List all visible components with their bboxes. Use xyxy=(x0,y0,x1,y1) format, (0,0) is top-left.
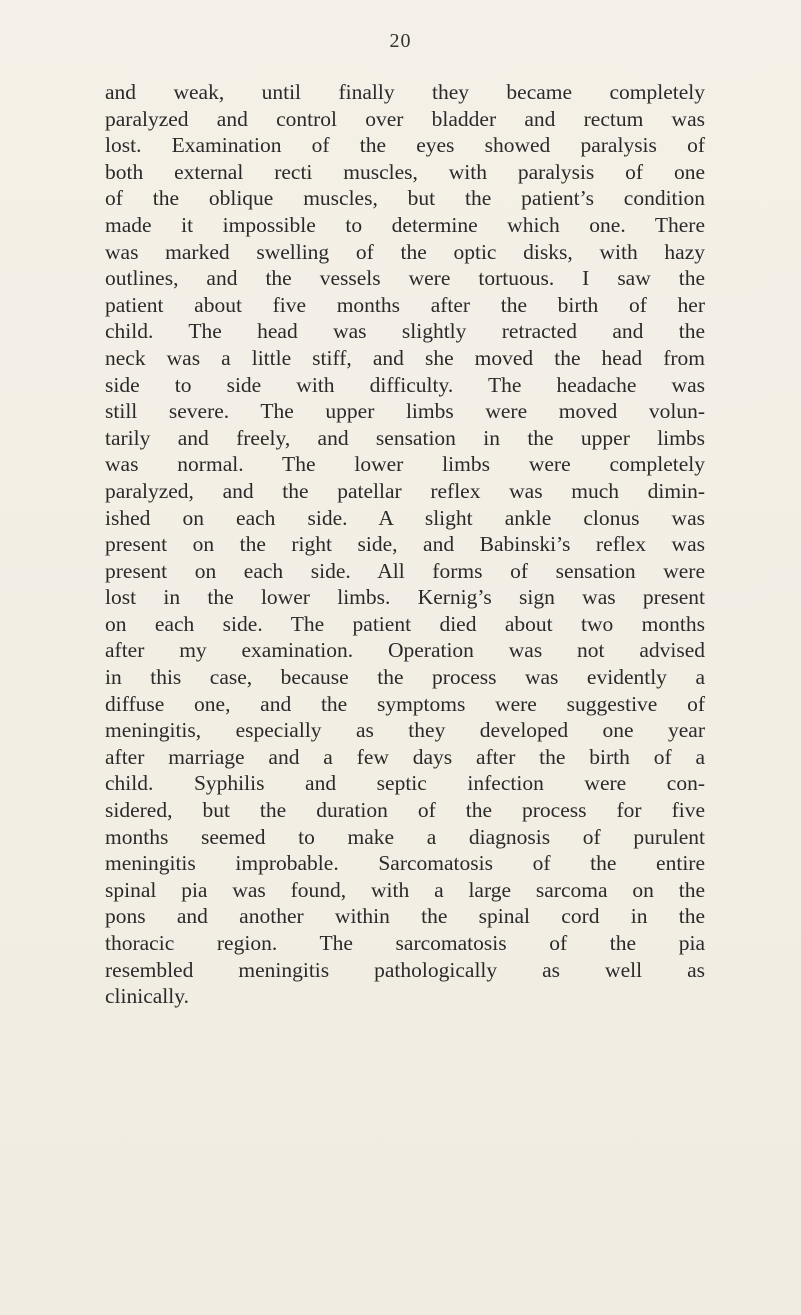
text-line: of the oblique muscles, but the patient’s condition xyxy=(105,186,705,211)
text-line: tarily and freely, and sensation in the upper limbs xyxy=(105,425,705,450)
text-line: neck was a little stiff, and she moved the head from xyxy=(105,345,705,370)
page-number: 20 xyxy=(389,30,412,52)
text-line: child. Syphilis and septic infection were con- xyxy=(105,771,705,796)
text-line: made it impossible to determine which one. There xyxy=(105,212,705,237)
text-line: still severe. The upper limbs were moved volun- xyxy=(105,399,705,424)
text-line: lost in the lower limbs. Kernig’s sign was present xyxy=(105,585,705,610)
text-line: on each side. The patient died about two months xyxy=(105,611,705,636)
text-line: lost. Examination of the eyes showed paralysis of xyxy=(105,133,705,158)
text-line: meningitis improbable. Sarcomatosis of the entire xyxy=(105,851,705,876)
text-line: sidered, but the duration of the process for five xyxy=(105,798,705,823)
text-line: present on each side. All forms of sensation were xyxy=(105,558,705,583)
text-line: child. The head was slightly retracted and the xyxy=(105,319,705,344)
text-line: in this case, because the process was evidently a xyxy=(105,665,705,690)
text-line: side to side with difficulty. The headache was xyxy=(105,372,705,397)
text-line: outlines, and the vessels were tortuous. I saw the xyxy=(105,266,705,291)
text-line: paralyzed and control over bladder and rectum was xyxy=(105,106,705,131)
body-paragraph xyxy=(105,79,705,1010)
text-line: meningitis, especially as they developed one year xyxy=(105,718,705,743)
text-line-last: clinically. xyxy=(105,984,189,1009)
text-line: diffuse one, and the symptoms were suggestive of xyxy=(105,691,705,716)
text-line: ished on each side. A slight ankle clonus was xyxy=(105,505,705,530)
text-line: after marriage and a few days after the birth of a xyxy=(105,744,705,769)
text-line: patient about five months after the birth of her xyxy=(105,292,705,317)
text-line: and weak, until finally they became completely xyxy=(105,80,705,104)
text-line: pons and another within the spinal cord in the xyxy=(105,904,705,929)
text-line: thoracic region. The sarcomatosis of the pia xyxy=(105,931,705,955)
text-line: months seemed to make a diagnosis of purulent xyxy=(105,824,705,849)
text-line: resembled meningitis pathologically as well as xyxy=(105,957,705,982)
text-line: was normal. The lower limbs were completely xyxy=(105,452,705,477)
text-line: after my examination. Operation was not advised xyxy=(105,638,705,663)
text-line: spinal pia was found, with a large sarcoma on the xyxy=(105,877,705,902)
text-line: present on the right side, and Babinski’s reflex was xyxy=(105,532,705,557)
text-line: both external recti muscles, with paralysis of one xyxy=(105,159,705,184)
text-line: paralyzed, and the patellar reflex was much dimin- xyxy=(105,478,705,503)
text-line: was marked swelling of the optic disks, with hazy xyxy=(105,239,705,264)
